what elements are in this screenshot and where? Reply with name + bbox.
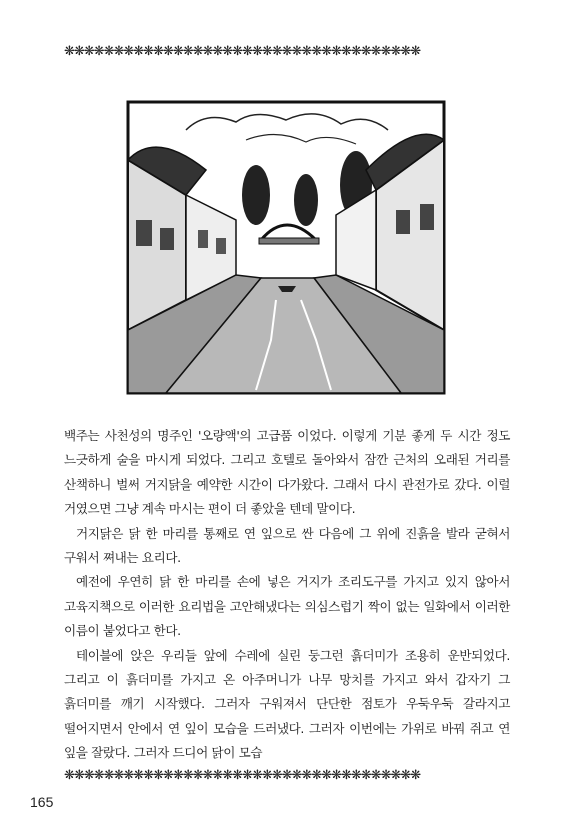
paragraph-1: 백주는 사천성의 명주인 '오량액'의 고급품 이었다. 이렇게 기분 좋게 두 시간 정도 느긋하게 술을 마시게 되었다. 그리고 호텔로 돌아와서 잠깐 근처의 오래된 거리를 산책하니 벌써 거지닭을 예약한 시간이 다가왔다. 그래서 다시 관전가로 갔다. 이럴 거였으면 그냥 계속 마시는 편이 더 좋았을 텐데 말이다. [64, 428, 510, 517]
paragraph-2: 거지닭은 닭 한 마리를 통째로 연 잎으로 싼 다음에 그 위에 진흙을 발라 굳혀서 구워서 쪄내는 요리다. [64, 525, 510, 566]
ornament-border-bottom: ❋❋❋❋❋❋❋❋❋❋❋❋❋❋❋❋❋❋❋❋❋❋❋❋❋❋❋❋❋❋❋❋❋❋❋❋ [64, 768, 421, 783]
canal-town-illustration [126, 100, 446, 395]
page-number: 165 [30, 794, 54, 810]
ornament-border-top: ❋❋❋❋❋❋❋❋❋❋❋❋❋❋❋❋❋❋❋❋❋❋❋❋❋❋❋❋❋❋❋❋❋❋❋❋ [64, 44, 421, 59]
paragraph-4: 테이블에 앉은 우리들 앞에 수레에 실린 둥그런 흙더미가 조용히 운반되었다. 그리고 이 흙더미를 가지고 온 아주머니가 나무 망치를 가지고 와서 갑자기 그 흙더미를 깨기 시작했다. 그러자 구워져서 단단한 점토가 우둑우둑 갈라지고 떨어지면서 안에서 연 잎이 모습을 드러냈다. 그러자 이번에는 가위로 바꿔 쥐고 연 잎을 잘랐다. 그러자 드디어 닭이 모습 [64, 647, 510, 761]
paragraph-3: 예전에 우연히 닭 한 마리를 손에 넣은 거지가 조리도구를 가지고 있지 않아서 고육지책으로 이러한 요리법을 고안해냈다는 의심스럽기 짝이 없는 일화에서 이러한 이름이 붙었다고 한다. [64, 574, 510, 639]
body-text [64, 424, 510, 766]
